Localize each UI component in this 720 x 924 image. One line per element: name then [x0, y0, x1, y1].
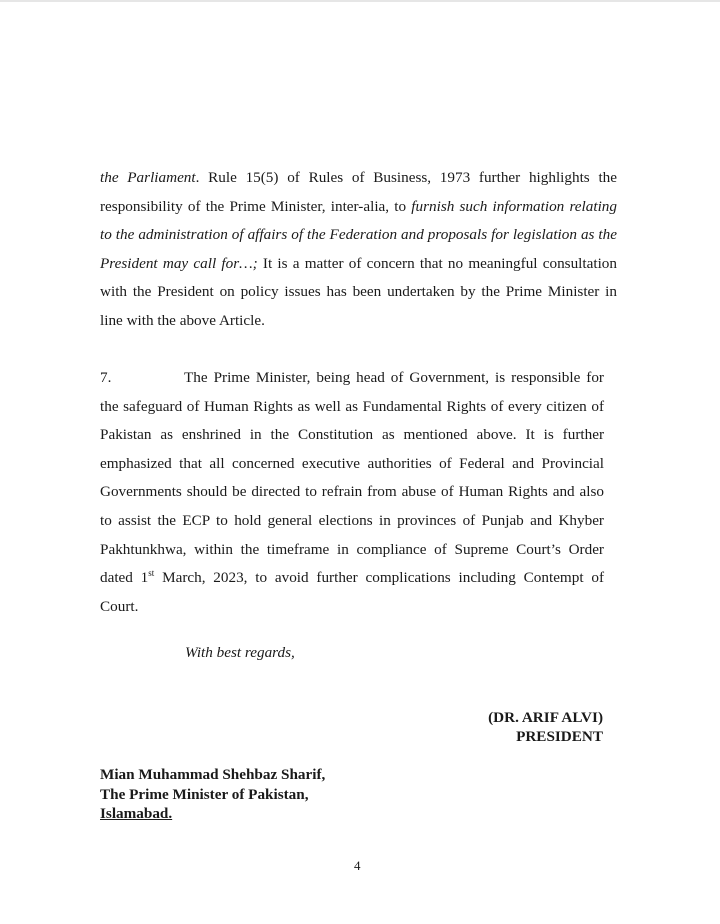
closing-salutation: With best regards, — [185, 644, 295, 661]
paragraph-italic-phrase: the Parliament — [100, 169, 196, 186]
addressee-city: Islamabad. — [100, 805, 173, 822]
page-number: 4 — [354, 858, 361, 873]
ordinal-suffix: st — [148, 568, 155, 579]
paragraph-7 — [100, 364, 604, 621]
addressee-title: The Prime Minister of Pakistan, — [100, 785, 309, 803]
paragraph-continuation — [100, 164, 617, 336]
paragraph-text-end: It is a matter of concern that no meaningful consultation with the President on policy issues has been undertaken by the Prime Minister in line with the above Article. — [100, 254, 617, 329]
addressee-block — [100, 765, 325, 824]
signatory-name: (DR. ARIF ALVI) — [488, 709, 603, 726]
paragraph-number: 7. — [100, 369, 112, 386]
paragraph-7-text-end: March, 2023, to avoid further complications including Contempt of Court. — [100, 569, 605, 615]
signature-block — [488, 708, 603, 746]
paragraph-italic-quote: furnish such information relating to the administration of affairs of the Federation and proposals for legislation as the President may call for…; — [100, 197, 617, 272]
paragraph-7-text: The Prime Minister, being head of Government, is responsible for the safeguard of Human Rights as well as Fundamental Rights of every citizen of Pakistan as enshrined in the Constitution as mentioned above. It is further emphasized that all concerned executive authorities of Federal and Provincial Governments should be directed to refrain from abuse of Human Rights and also to assist the ECP to hold general elections in provinces of Punjab and Khyber Pakhtunkhwa, within the timeframe in compliance of Supreme Court’s Order dated 1 — [100, 369, 604, 587]
paragraph-text: . Rule 15(5) of Rules of Business, 1973 further highlights the responsibility of the Prime Minister, inter-alia, to — [100, 169, 617, 215]
addressee-name: Mian Muhammad Shehbaz Sharif, — [100, 766, 326, 783]
signatory-title: PRESIDENT — [516, 728, 603, 745]
page-top-border — [0, 0, 720, 2]
